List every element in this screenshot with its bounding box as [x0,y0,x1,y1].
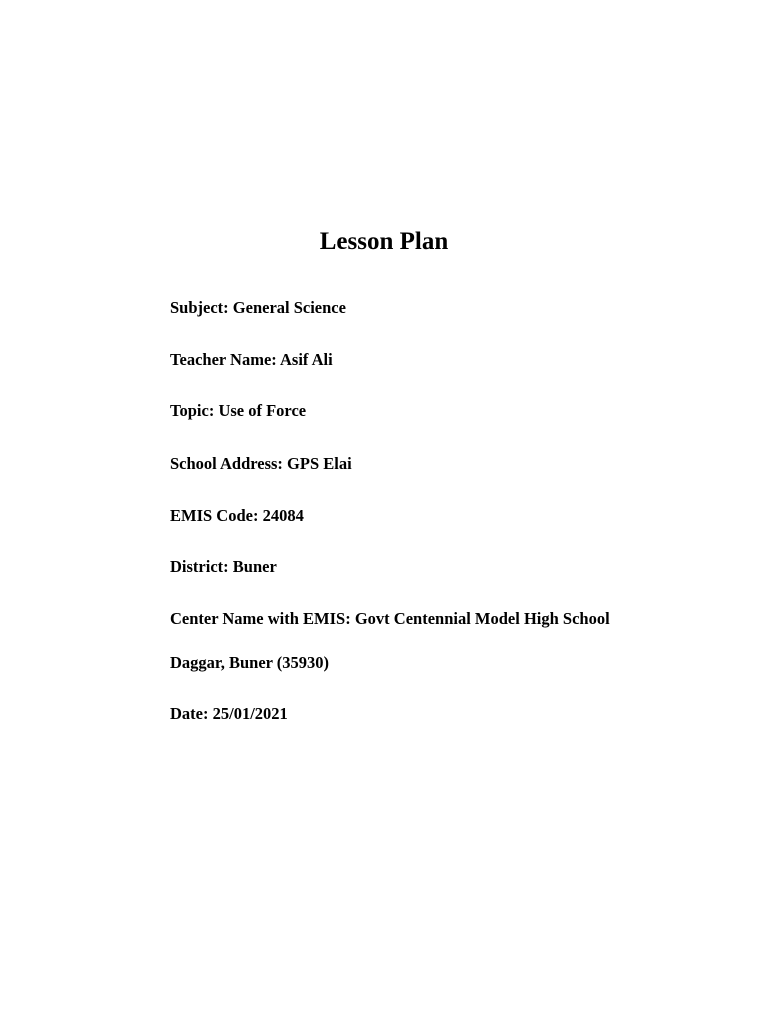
district-line: District: Buner [170,557,277,576]
emis-code-line: EMIS Code: 24084 [170,506,304,525]
date-line: Date: 25/01/2021 [170,704,288,723]
center-name-line-1: Center Name with EMIS: Govt Centennial Model High School [170,609,610,628]
topic-line: Topic: Use of Force [170,401,307,420]
document-title: Lesson Plan [319,228,449,255]
school-address-line: School Address: GPS Elai [170,454,352,473]
subject-line: Subject: General Science [170,298,346,317]
teacher-name-line: Teacher Name: Asif Ali [170,350,333,369]
center-name-line-2: Daggar, Buner (35930) [170,653,330,672]
